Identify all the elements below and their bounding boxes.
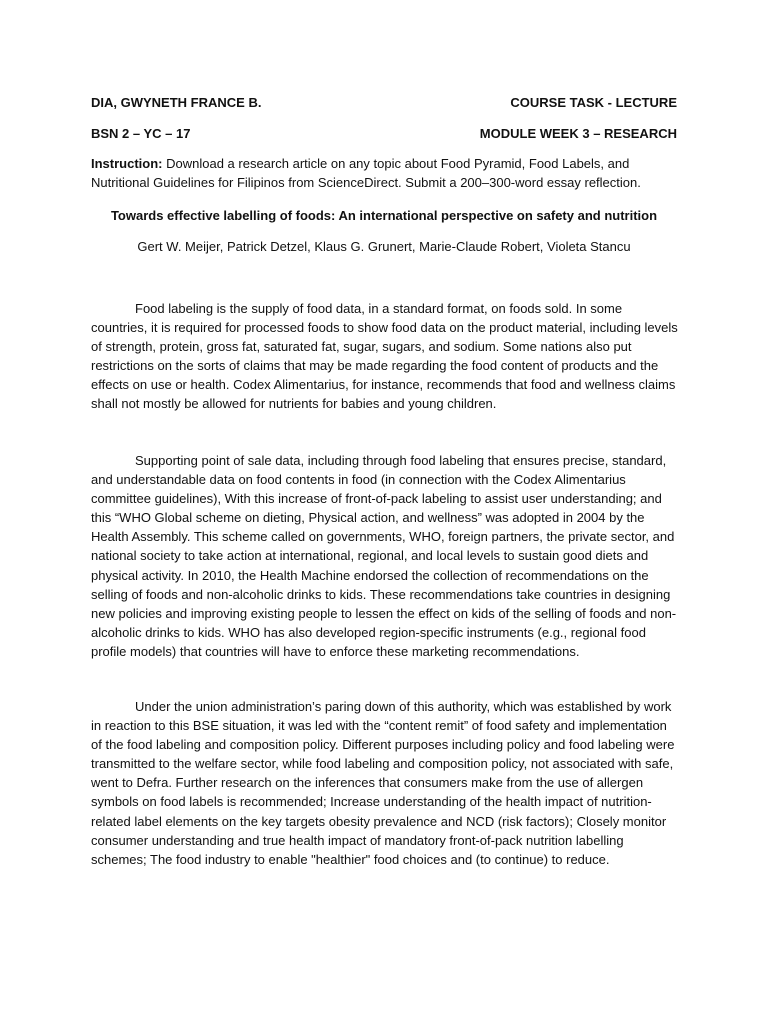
article-title: Towards effective labelling of foods: An international perspective on safety and nutrition [110, 208, 658, 223]
section-code: BSN 2 – YC – 17 [91, 126, 191, 141]
student-name: DIA, GWYNETH FRANCE B. [91, 95, 262, 110]
course-task: COURSE TASK - LECTURE [510, 95, 677, 110]
article-authors: Gert W. Meijer, Patrick Detzel, Klaus G. Grunert, Marie-Claude Robert, Violeta Stancu [137, 239, 631, 254]
essay-paragraph-2: Supporting point of sale data, including through food labeling that ensures precise, standard, and understandable data on food contents in food (in connection with the Codex Alimentarius committee guidelines), With this increase of front-of-pack labeling to assist user understanding; and this “WHO Global scheme on dieting, Physical action, and wellness” was adopted in 2004 by the Health Assembly. This scheme called on governments, WHO, foreign partners, the private sector, and national society to take action at international, regional, and local levels to sustain good diets and physical activity. In 2010, the Health Machine endorsed the collection of recommendations on the selling of foods and non-alcoholic drinks to kids. These recommendations take countries in designing new policies and improving existing people to lessen the effect on kids of the selling of foods and non-alcoholic drinks to kids. WHO has also developed region-specific instruments (e.g., regional food profile models) that countries will have to enforce these marketing recommendations. [91, 453, 677, 659]
header-row-1 [91, 94, 677, 112]
essay-paragraph-3: Under the union administration’s paring down of this authority, which was established by work in reaction to this BSE situation, it was led with the “content remit” of food safety and implementation of the food labeling and composition policy. Different purposes including policy and food labeling were transmitted to the welfare sector, while food labeling and composition policy, not associated with safe, went to Defra. Further research on the inferences that consumers make from the use of allergen symbols on food labels is recommended; Increase understanding of the health impact of nutrition-related label elements on the key targets obesity prevalence and NCD (risk factors); Closely monitor consumer understanding and true health impact of mandatory front-of-pack nutrition labelling schemes; The food industry to enable "healthier" food choices and (to continue) to reduce. [91, 699, 675, 867]
instruction-label: Instruction: [91, 156, 163, 171]
essay-paragraph-1: Food labeling is the supply of food data, in a standard format, on foods sold. In some countries, it is required for processed foods to show food data on the product material, including levels of strength, protein, gross fat, saturated fat, sugar, sugars, and sodium. Some nations also put restrictions on the sorts of claims that may be made regarding the food content of products and the effects on use or health. Codex Alimentarius, for instance, recommends that food and wellness claims shall not mostly be allowed for nutrients for babies and young children. [91, 301, 678, 412]
instruction-block [91, 154, 681, 192]
module-label: MODULE WEEK 3 – RESEARCH [479, 126, 677, 141]
header-row-2 [91, 125, 677, 143]
instruction-text: Download a research article on any topic about Food Pyramid, Food Labels, and Nutritional Guidelines for Filipinos from ScienceDirect. Submit a 200–300-word essay reflection. [91, 156, 641, 190]
